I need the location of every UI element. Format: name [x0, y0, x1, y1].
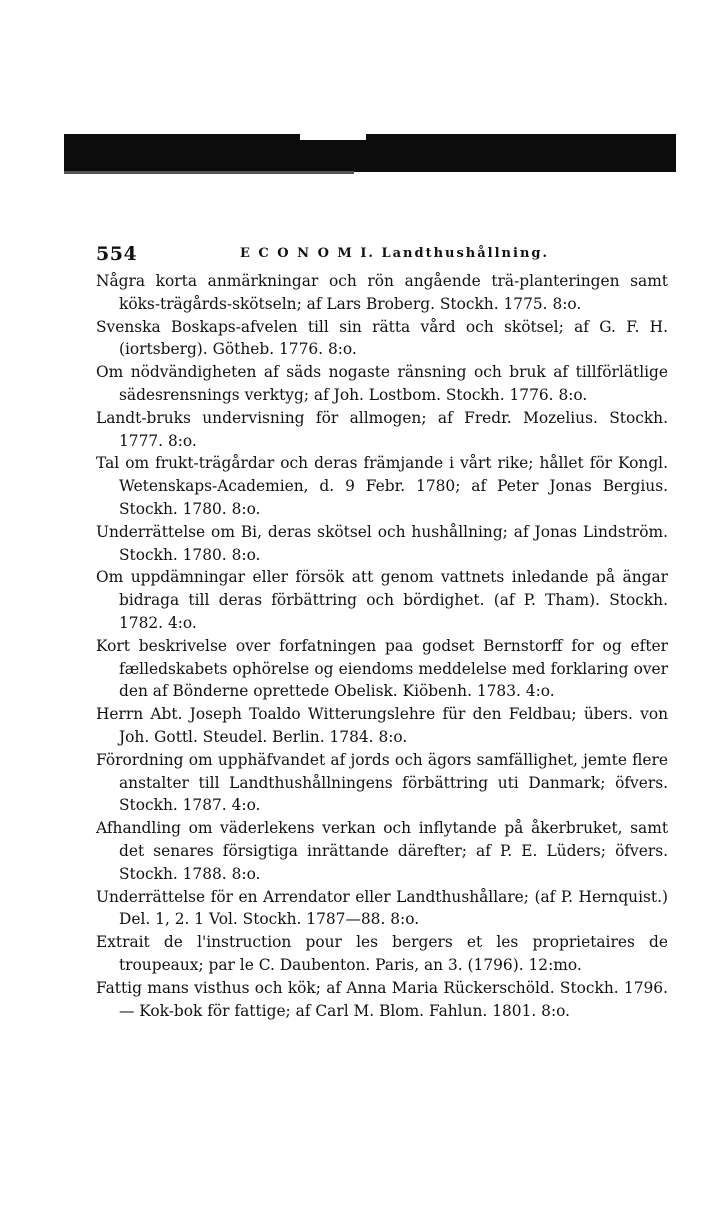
bibliography-entry: Underrättelse om Bi, deras skötsel och hushållning; af Jonas Lindström. Stockh. 1780. 8:o. [96, 522, 668, 564]
bibliography-entry: Afhandling om väderlekens verkan och inflytande på åkerbruket, samt det senares försigtiga inrättande därefter; af P. E. Lüders; öfvers. Stockh. 1788. 8:o. [96, 819, 668, 883]
bibliography-entry: Underrättelse för en Arrendator eller Landthushållare; (af P. Hernquist.) Del. 1, 2. 1 Vol. Stockh. 1787—88. 8:o. [96, 887, 668, 929]
bibliography-entry: Om uppdämningar eller försök att genom vattnets inledande på ängar bidraga till deras förbättring och bördighet. (af P. Tham). Stockh. 1782. 4:o. [96, 568, 668, 632]
running-head: E C O N O M I. Landthushållning. [240, 246, 550, 261]
bibliography-entry: Herrn Abt. Joseph Toaldo Witterungslehre für den Feldbau; übers. von Joh. Gottl. Steudel. Berlin. 1784. 8:o. [96, 705, 668, 746]
bibliography-list [96, 270, 668, 1022]
page-number: 554 [96, 243, 138, 265]
bibliography-entry: Några korta anmärkningar och rön angående trä-planteringen samt köks-trägårds-skötseln; af Lars Broberg. Stockh. 1775. 8:o. [96, 272, 668, 313]
bibliography-entry: Tal om frukt-trägårdar och deras främjande i vårt rike; hållet för Kongl. Wetenskaps-Academien, d. 9 Febr. 1780; af Peter Jonas Bergius. Stockh. 1780. 8:o. [96, 454, 668, 518]
bibliography-entry: Fattig mans visthus och kök; af Anna Maria Rückerschöld. Stockh. 1796. — Kok-bok för fattige; af Carl M. Blom. Fahlun. 1801. 8:o. [96, 978, 668, 1020]
bibliography-entry: Om nödvändigheten af säds nogaste ränsning och bruk af tillförlätlige sädesrensnings verktyg; af Joh. Lostbom. Stockh. 1776. 8:o. [96, 363, 668, 404]
bibliography-entry: Landt-bruks undervisning för allmogen; af Fredr. Mozelius. Stockh. 1777. 8:o. [96, 408, 668, 450]
bibliography-entry: Extrait de l'instruction pour les bergers et les proprietaires de troupeaux; par le C. Daubenton. Paris, an 3. (1796). 12:mo. [96, 933, 668, 974]
bibliography-entry: Svenska Boskaps-afvelen till sin rätta vård och skötsel; af G. F. H. (iortsberg). Götheb. 1776. 8:o. [96, 317, 668, 359]
page-header [96, 243, 666, 273]
scan-bar-notch [300, 134, 366, 140]
scan-border-bar [64, 134, 676, 172]
bibliography-entry: Förordning om upphäfvandet af jords och ägors samfällighet, jemte flere anstalter till Landthushållningens förbättring uti Danmark; öfvers. Stockh. 1787. 4:o. [96, 750, 668, 815]
bibliography-entry: Kort beskrivelse over forfatningen paa godset Bernstorff for og efter fælledskabets ophörelse og eiendoms meddelelse med forklaring over den af Bönderne oprettede Obelisk. Kiöbenh. 1783. 4:o. [96, 636, 668, 701]
scan-bar-edge [64, 171, 354, 174]
